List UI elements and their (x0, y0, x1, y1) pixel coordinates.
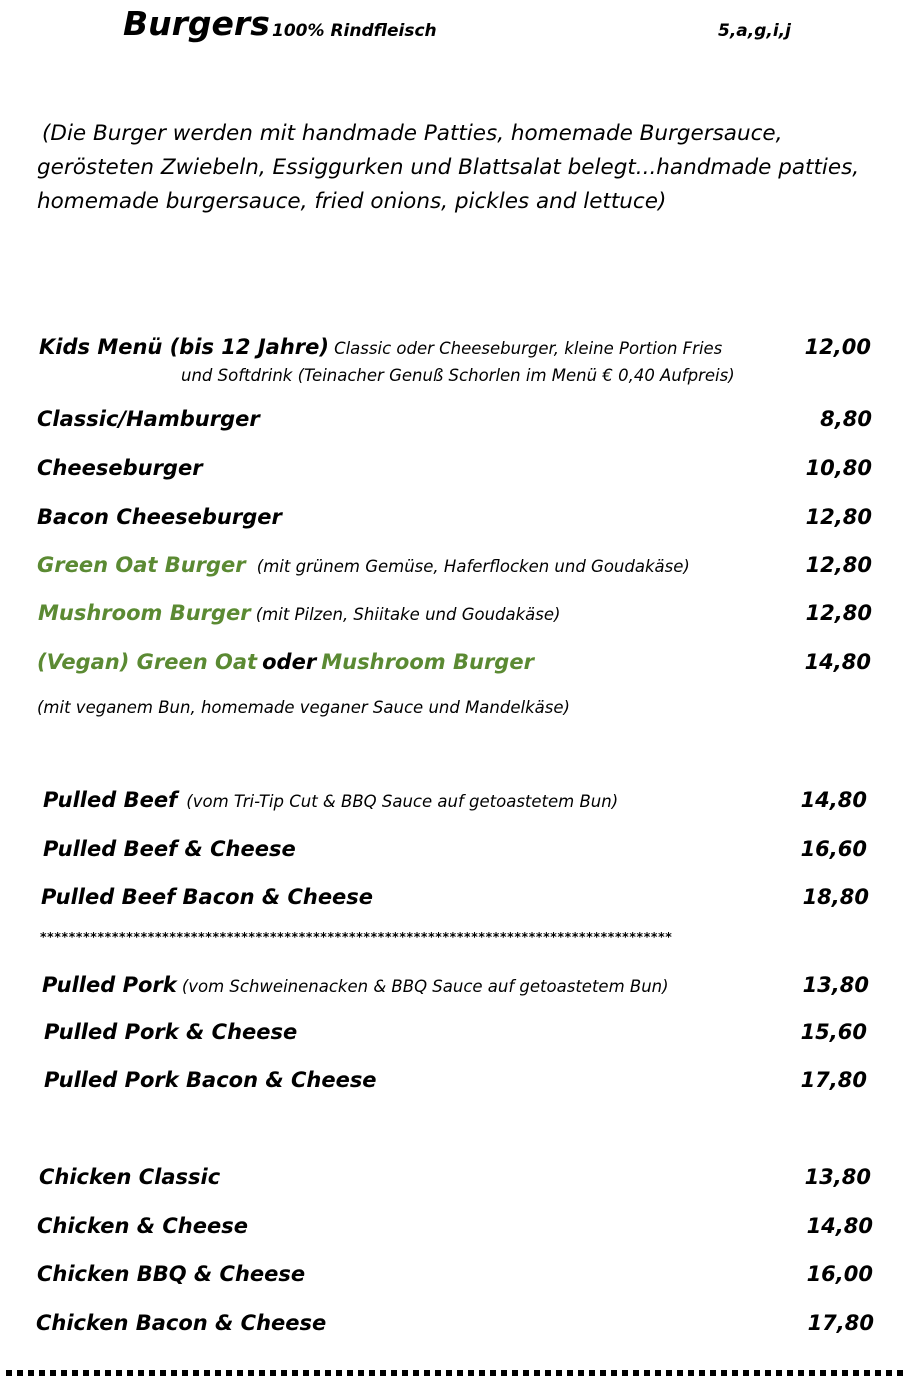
item-price: 10,80 (805, 456, 872, 480)
menu-item (37, 1214, 248, 1238)
item-name: Cheeseburger (37, 456, 203, 480)
item-name: Pulled Pork Bacon & Cheese (44, 1068, 377, 1092)
menu-item-kids (39, 335, 722, 359)
item-name: Bacon Cheeseburger (37, 505, 282, 529)
menu-item-vegan (37, 650, 534, 674)
item-price: 12,00 (804, 335, 871, 359)
item-price: 17,80 (800, 1068, 867, 1092)
item-name: Chicken & Cheese (37, 1214, 248, 1238)
item-price: 14,80 (806, 1214, 873, 1238)
item-price: 13,80 (802, 973, 869, 997)
item-name: Mushroom Burger (321, 650, 534, 674)
page-title: Burgers (123, 4, 270, 43)
item-name: Chicken Bacon & Cheese (36, 1311, 327, 1335)
menu-item (41, 885, 373, 909)
item-name: (Vegan) Green Oat (37, 650, 258, 674)
menu-item (42, 973, 669, 997)
menu-item (39, 1165, 220, 1189)
item-description: (mit Pilzen, Shiitake und Goudakäse) (255, 605, 561, 624)
item-price: 17,80 (807, 1311, 874, 1335)
item-name: Pulled Pork (42, 973, 177, 997)
item-price: 13,80 (804, 1165, 871, 1189)
item-description: (mit grünem Gemüse, Haferflocken und Goudakäse) (256, 557, 690, 576)
menu-item (37, 1262, 305, 1286)
item-description: (vom Tri-Tip Cut & BBQ Sauce auf getoastetem Bun) (186, 792, 619, 811)
menu-item (43, 788, 618, 812)
page-subtitle: 100% Rindfleisch (272, 21, 437, 41)
item-price: 14,80 (804, 650, 871, 674)
item-price: 12,80 (805, 601, 872, 625)
item-name: Classic/Hamburger (37, 407, 260, 431)
item-price: 15,60 (800, 1020, 867, 1044)
menu-item (36, 1311, 326, 1335)
allergen-codes: 5,a,g,i,j (718, 21, 791, 41)
intro-line: (Die Burger werden mit handmade Patties, homemade Burgersauce, (42, 121, 783, 146)
menu-item (43, 837, 296, 861)
item-price: 16,60 (800, 837, 867, 861)
item-name: Pulled Beef (43, 788, 178, 812)
item-name: Chicken BBQ & Cheese (37, 1262, 306, 1286)
menu-item (44, 1068, 377, 1092)
bottom-dotted-border (6, 1370, 906, 1376)
item-name: Pulled Beef Bacon & Cheese (41, 885, 374, 909)
intro-text (37, 117, 859, 219)
intro-line: gerösteten Zwiebeln, Essiggurken und Blattsalat belegt...handmade patties, (37, 155, 860, 180)
item-name: Mushroom Burger (38, 601, 251, 625)
item-name: Pulled Beef & Cheese (43, 837, 296, 861)
menu-item (37, 407, 260, 431)
item-note: (mit veganem Bun, homemade veganer Sauce und Mandelkäse) (37, 698, 570, 717)
menu-item (37, 456, 203, 480)
item-price: 18,80 (802, 885, 869, 909)
menu-item (44, 1020, 297, 1044)
menu-item (37, 505, 282, 529)
item-name: Kids Menü (bis 12 Jahre) (39, 335, 329, 359)
menu-item (38, 601, 560, 625)
item-description: (vom Schweinenacken & BBQ Sauce auf getoastetem Bun) (181, 977, 669, 996)
item-name: Chicken Classic (39, 1165, 221, 1189)
item-price: 8,80 (820, 407, 872, 431)
item-price: 14,80 (800, 788, 867, 812)
item-price: 16,00 (806, 1262, 873, 1286)
menu-item (37, 553, 690, 577)
item-description: Classic oder Cheeseburger, kleine Portion Fries (334, 339, 723, 358)
item-name: Pulled Pork & Cheese (44, 1020, 298, 1044)
item-price: 12,80 (805, 553, 872, 577)
item-name: Green Oat Burger (37, 553, 246, 577)
intro-line: homemade burgersauce, fried onions, pickles and lettuce) (37, 189, 667, 214)
item-name-connector: oder (262, 650, 317, 674)
item-description: und Softdrink (Teinacher Genuß Schorlen im Menü € 0,40 Aufpreis) (181, 366, 735, 385)
item-price: 12,80 (805, 505, 872, 529)
star-separator: **************************************************************************************** (40, 929, 673, 944)
